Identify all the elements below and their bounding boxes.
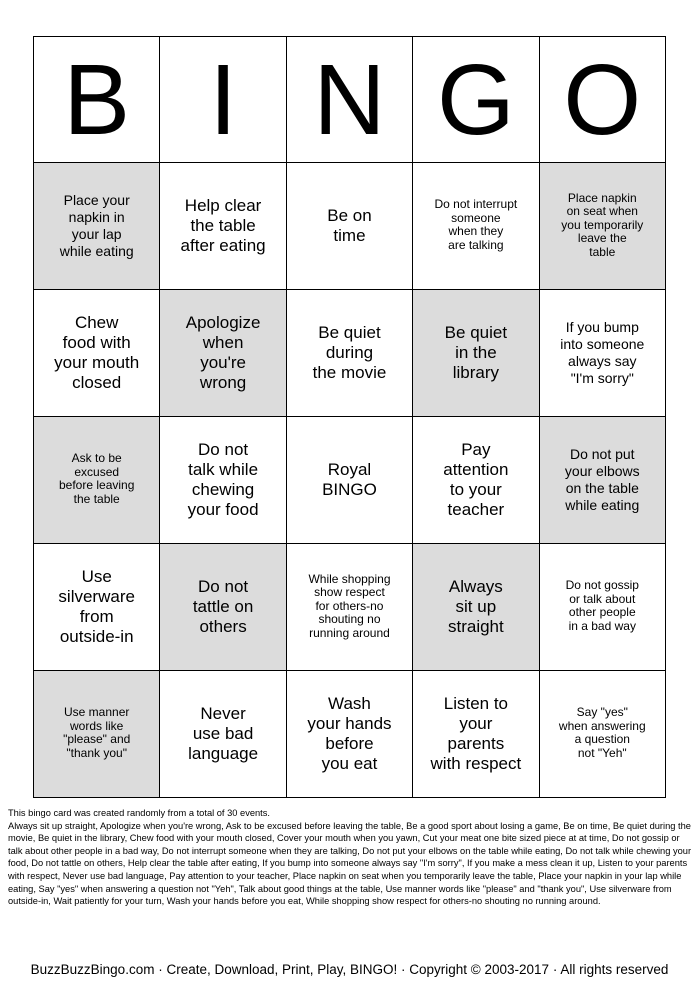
bingo-row	[34, 417, 666, 544]
cell-text: Wash your hands before you eat	[307, 694, 392, 773]
bingo-cell	[413, 417, 539, 544]
header-letter-i: I	[160, 37, 286, 163]
footnote-events: Always sit up straight, Apologize when you're wrong, Ask to be excused before leaving the table, Be a good sport about losing a game, Be on time, Be quiet during the movie, Be quiet in the library, Chew food with your mouth closed, Cover your mouth when you yawn, Cut your meat one bite sized piece at at time, Do not gossip or talk about other people in a bad way, Do not interrupt someone when they are talking, Do not put your elbows on the table while eating, Do not talk while chewing your food, Do not tattle on others, Help clear the table after eating, If you bump into someone always say "I'm sorry", If you make a mess clean it up, Listen to your parents with respect, Never use bad language, Pay attention to your teacher, Place napkin on seat when you temporarily leave the table, Place your napkin in your lap while eating, Say "yes" when answering a question not "Yeh", Talk about good things at the table, Use manner words like "please" and "thank you", Use silverware from outside-in, Wait patiently for your turn, Wash your hands before you eat, While shopping show respect for others-no shouting no running around.	[8, 820, 692, 907]
bingo-cell	[539, 544, 665, 671]
cell-text: Place your napkin in your lap while eating	[59, 191, 134, 259]
cell-text: If you bump into someone always say "I'm sorry"	[560, 318, 645, 386]
cell-text: Do not gossip or talk about other people in a bad way	[565, 578, 639, 633]
bingo-header-row	[34, 37, 666, 163]
bingo-cell	[539, 417, 665, 544]
bingo-cell	[160, 417, 286, 544]
cell-text: Say "yes" when answering a question not "Yeh"	[558, 705, 646, 760]
cell-text: Help clear the table after eating	[180, 196, 266, 255]
cell-text: Chew food with your mouth closed	[54, 313, 140, 392]
bingo-cell	[286, 163, 412, 290]
copyright-footer: BuzzBuzzBingo.com · Create, Download, Print, Play, BINGO! · Copyright © 2003-2017 · All rights reserved	[30, 962, 669, 977]
bingo-cell	[286, 290, 412, 417]
cell-text: Listen to your parents with respect	[430, 694, 522, 773]
cell-text: While shopping show respect for others-no shouting no running around	[308, 571, 391, 640]
bingo-cell	[34, 671, 160, 798]
bingo-cell	[413, 290, 539, 417]
bingo-row	[34, 290, 666, 417]
header-letter-g: G	[413, 37, 539, 163]
bingo-cell	[34, 544, 160, 671]
cell-text: Place napkin on seat when you temporarily leave the table	[561, 190, 644, 259]
cell-text: Do not interrupt someone when they are talking	[434, 197, 518, 252]
bingo-cell	[413, 163, 539, 290]
cell-text: Use silverware from outside-in	[58, 567, 135, 646]
header-letter-n: N	[286, 37, 412, 163]
bingo-cell	[413, 544, 539, 671]
cell-text: Royal BINGO	[322, 460, 377, 499]
bingo-cell	[539, 671, 665, 798]
header-letter-b: B	[34, 37, 160, 163]
bingo-cell	[160, 671, 286, 798]
bingo-row	[34, 163, 666, 290]
bingo-cell	[286, 544, 412, 671]
cell-text: Ask to be excused before leaving the table	[59, 451, 135, 506]
bingo-cell	[413, 671, 539, 798]
footnote-intro: This bingo card was created randomly from a total of 30 events.	[8, 808, 270, 818]
cell-text: Do not put your elbows on the table while eating	[564, 445, 640, 513]
cell-text: Always sit up straight	[447, 577, 504, 636]
cell-text: Use manner words like "please" and "thank you"	[63, 705, 131, 760]
bingo-cell	[286, 671, 412, 798]
bingo-cell	[539, 290, 665, 417]
bingo-cell-free	[286, 417, 412, 544]
header-letter-o: O	[539, 37, 665, 163]
cell-text: Do not tattle on others	[192, 577, 254, 636]
bingo-card	[33, 36, 666, 798]
cell-text: Never use bad language	[188, 704, 259, 763]
bingo-row	[34, 671, 666, 798]
cell-text: Be quiet during the movie	[312, 323, 387, 382]
cell-text: Do not talk while chewing your food	[187, 440, 259, 519]
bingo-cell	[539, 163, 665, 290]
cell-text: Pay attention to your teacher	[443, 440, 509, 519]
bingo-row	[34, 544, 666, 671]
bingo-cell	[160, 544, 286, 671]
cell-text: Apologize when you're wrong	[185, 313, 261, 392]
bingo-cell	[34, 290, 160, 417]
bingo-cell	[160, 290, 286, 417]
bingo-cell	[34, 163, 160, 290]
bingo-cell	[160, 163, 286, 290]
cell-text: Be on time	[327, 206, 372, 245]
cell-text: Be quiet in the library	[444, 323, 508, 382]
event-list-footnote	[8, 807, 692, 908]
bingo-cell	[34, 417, 160, 544]
